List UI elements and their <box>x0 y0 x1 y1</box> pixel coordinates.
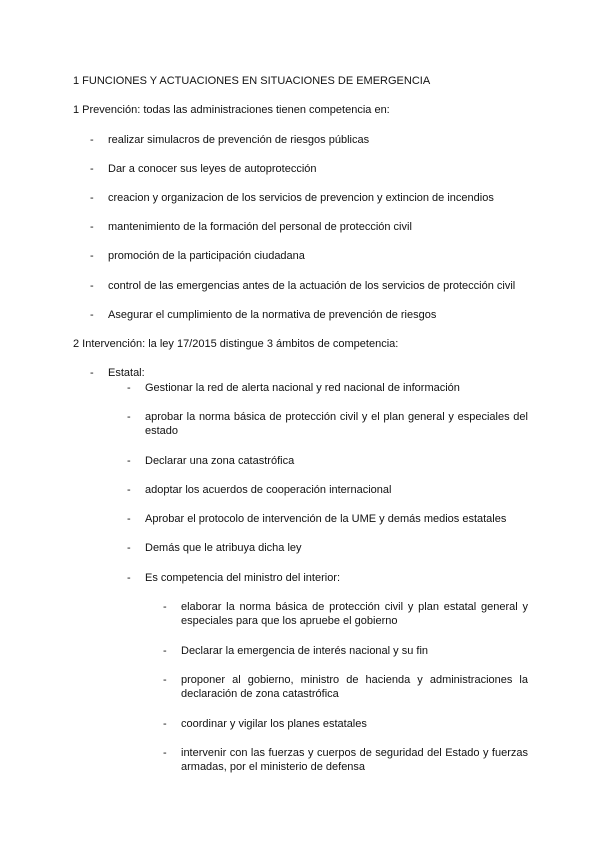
list-dash: - <box>90 221 94 233</box>
list-dash: - <box>163 747 167 759</box>
list-dash: - <box>127 513 131 525</box>
list-item: Declarar una zona catastrófica <box>145 455 295 467</box>
list-dash: - <box>90 309 94 321</box>
list-item: elaborar la norma básica de protección civil y plan estatal general y especiales para que los apruebe el gobierno <box>181 601 528 627</box>
list-item: Gestionar la red de alerta nacional y red nacional de información <box>145 382 460 394</box>
list-item: mantenimiento de la formación del personal de protección civil <box>108 221 412 233</box>
list-item: Aprobar el protocolo de intervención de la UME y demás medios estatales <box>145 513 507 525</box>
list-item: intervenir con las fuerzas y cuerpos de seguridad del Estado y fuerzas armadas, por el ministerio de defensa <box>181 747 528 773</box>
section-2-heading: 2 Intervención: la ley 17/2015 distingue 3 ámbitos de competencia: <box>73 338 399 350</box>
list-item: control de las emergencias antes de la actuación de los servicios de protección civil <box>108 280 516 292</box>
list-dash: - <box>90 192 94 204</box>
list-item: Asegurar el cumplimiento de la normativa de prevención de riesgos <box>108 309 437 321</box>
list-item: proponer al gobierno, ministro de hacienda y administraciones la declaración de zona catastrófica <box>181 674 528 700</box>
list-dash: - <box>127 411 131 423</box>
estatal-label: Estatal: <box>108 367 145 379</box>
list-dash: - <box>163 601 167 613</box>
list-dash: - <box>90 367 94 379</box>
list-dash: - <box>163 674 167 686</box>
list-item: creacion y organizacion de los servicios de prevencion y extincion de incendios <box>108 192 494 204</box>
list-item: Declarar la emergencia de interés nacional y su fin <box>181 645 429 657</box>
list-dash: - <box>90 250 94 262</box>
list-item: Dar a conocer sus leyes de autoprotección <box>108 163 317 175</box>
list-dash: - <box>127 542 131 554</box>
list-dash: - <box>90 134 94 146</box>
list-item: coordinar y vigilar los planes estatales <box>181 718 367 730</box>
list-item: realizar simulacros de prevención de riesgos públicas <box>108 134 370 146</box>
list-dash: - <box>127 484 131 496</box>
list-dash: - <box>163 645 167 657</box>
list-dash: - <box>127 382 131 394</box>
list-item: Es competencia del ministro del interior: <box>145 572 341 584</box>
list-dash: - <box>127 572 131 584</box>
list-dash: - <box>90 280 94 292</box>
list-item: aprobar la norma básica de protección civil y el plan general y especiales del estado <box>145 411 528 437</box>
list-item: Demás que le atribuya dicha ley <box>145 542 302 554</box>
document-title: 1 FUNCIONES Y ACTUACIONES EN SITUACIONES DE EMERGENCIA <box>73 75 431 87</box>
section-1-heading: 1 Prevención: todas las administraciones tienen competencia en: <box>73 104 390 116</box>
list-dash: - <box>90 163 94 175</box>
list-item: adoptar los acuerdos de cooperación internacional <box>145 484 392 496</box>
list-dash: - <box>163 718 167 730</box>
list-dash: - <box>127 455 131 467</box>
list-item: promoción de la participación ciudadana <box>108 250 305 262</box>
